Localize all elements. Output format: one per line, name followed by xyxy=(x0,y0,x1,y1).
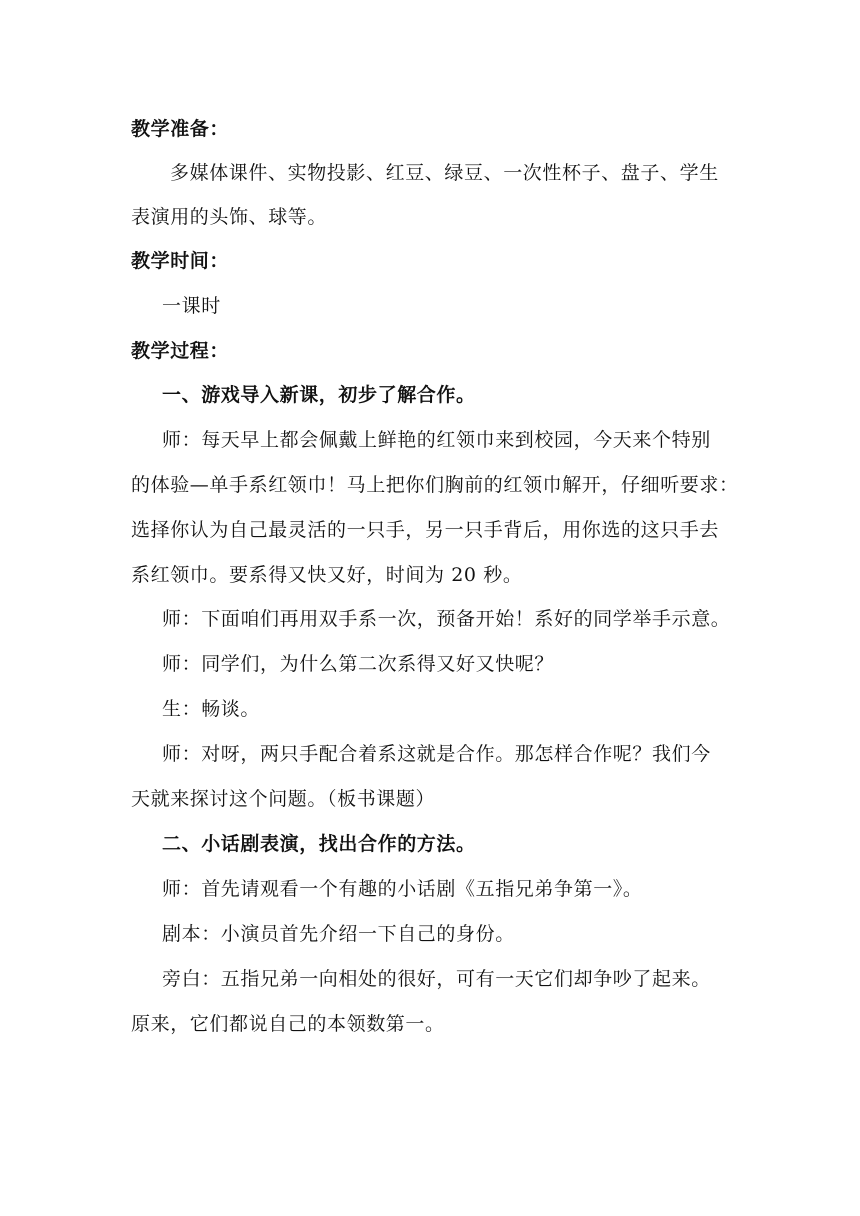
paragraph-line: 一课时 xyxy=(162,295,221,317)
paragraph-line: 的体验—单手系红领巾！马上把你们胸前的红领巾解开，仔细听要求： xyxy=(131,474,739,496)
subsection-heading-2: 二、小话剧表演，找出合作的方法。 xyxy=(162,833,476,855)
paragraph-line: 生：畅谈。 xyxy=(162,698,261,720)
subsection-heading-1: 一、游戏导入新课，初步了解合作。 xyxy=(162,384,476,406)
paragraph-line: 原来，它们都说自己的本领数第一。 xyxy=(131,1013,445,1035)
paragraph-line: 师：首先请观看一个有趣的小话剧《五指兄弟争第一》。 xyxy=(162,878,643,900)
paragraph-line: 天就来探讨这个问题。（板书课题） xyxy=(131,788,436,810)
paragraph-line: 多媒体课件、实物投影、红豆、绿豆、一次性杯子、盘子、学生 xyxy=(170,162,719,184)
paragraph-line: 选择你认为自己最灵活的一只手，另一只手背后，用你选的这只手去 xyxy=(131,519,720,541)
paragraph-line: 系红领巾。要系得又快又好，时间为 20 秒。 xyxy=(131,564,523,586)
section-heading-preparation: 教学准备： xyxy=(131,118,230,140)
paragraph-line: 旁白：五指兄弟一向相处的很好，可有一天它们却争吵了起来。 xyxy=(162,968,711,990)
section-heading-time: 教学时间： xyxy=(131,250,230,272)
section-heading-process: 教学过程： xyxy=(131,340,230,362)
paragraph-line: 师：下面咱们再用双手系一次，预备开始！系好的同学举手示意。 xyxy=(162,608,731,630)
paragraph-line: 师：每天早上都会佩戴上鲜艳的红领巾来到校园，今天来个特别 xyxy=(162,429,711,451)
paragraph-line: 师：对呀，两只手配合着系这就是合作。那怎样合作呢？我们今 xyxy=(162,743,711,765)
paragraph-line: 剧本：小演员首先介绍一下自己的身份。 xyxy=(162,923,515,945)
paragraph-line: 师：同学们，为什么第二次系得又好又快呢？ xyxy=(162,653,555,675)
paragraph-line: 表演用的头饰、球等。 xyxy=(131,206,328,228)
